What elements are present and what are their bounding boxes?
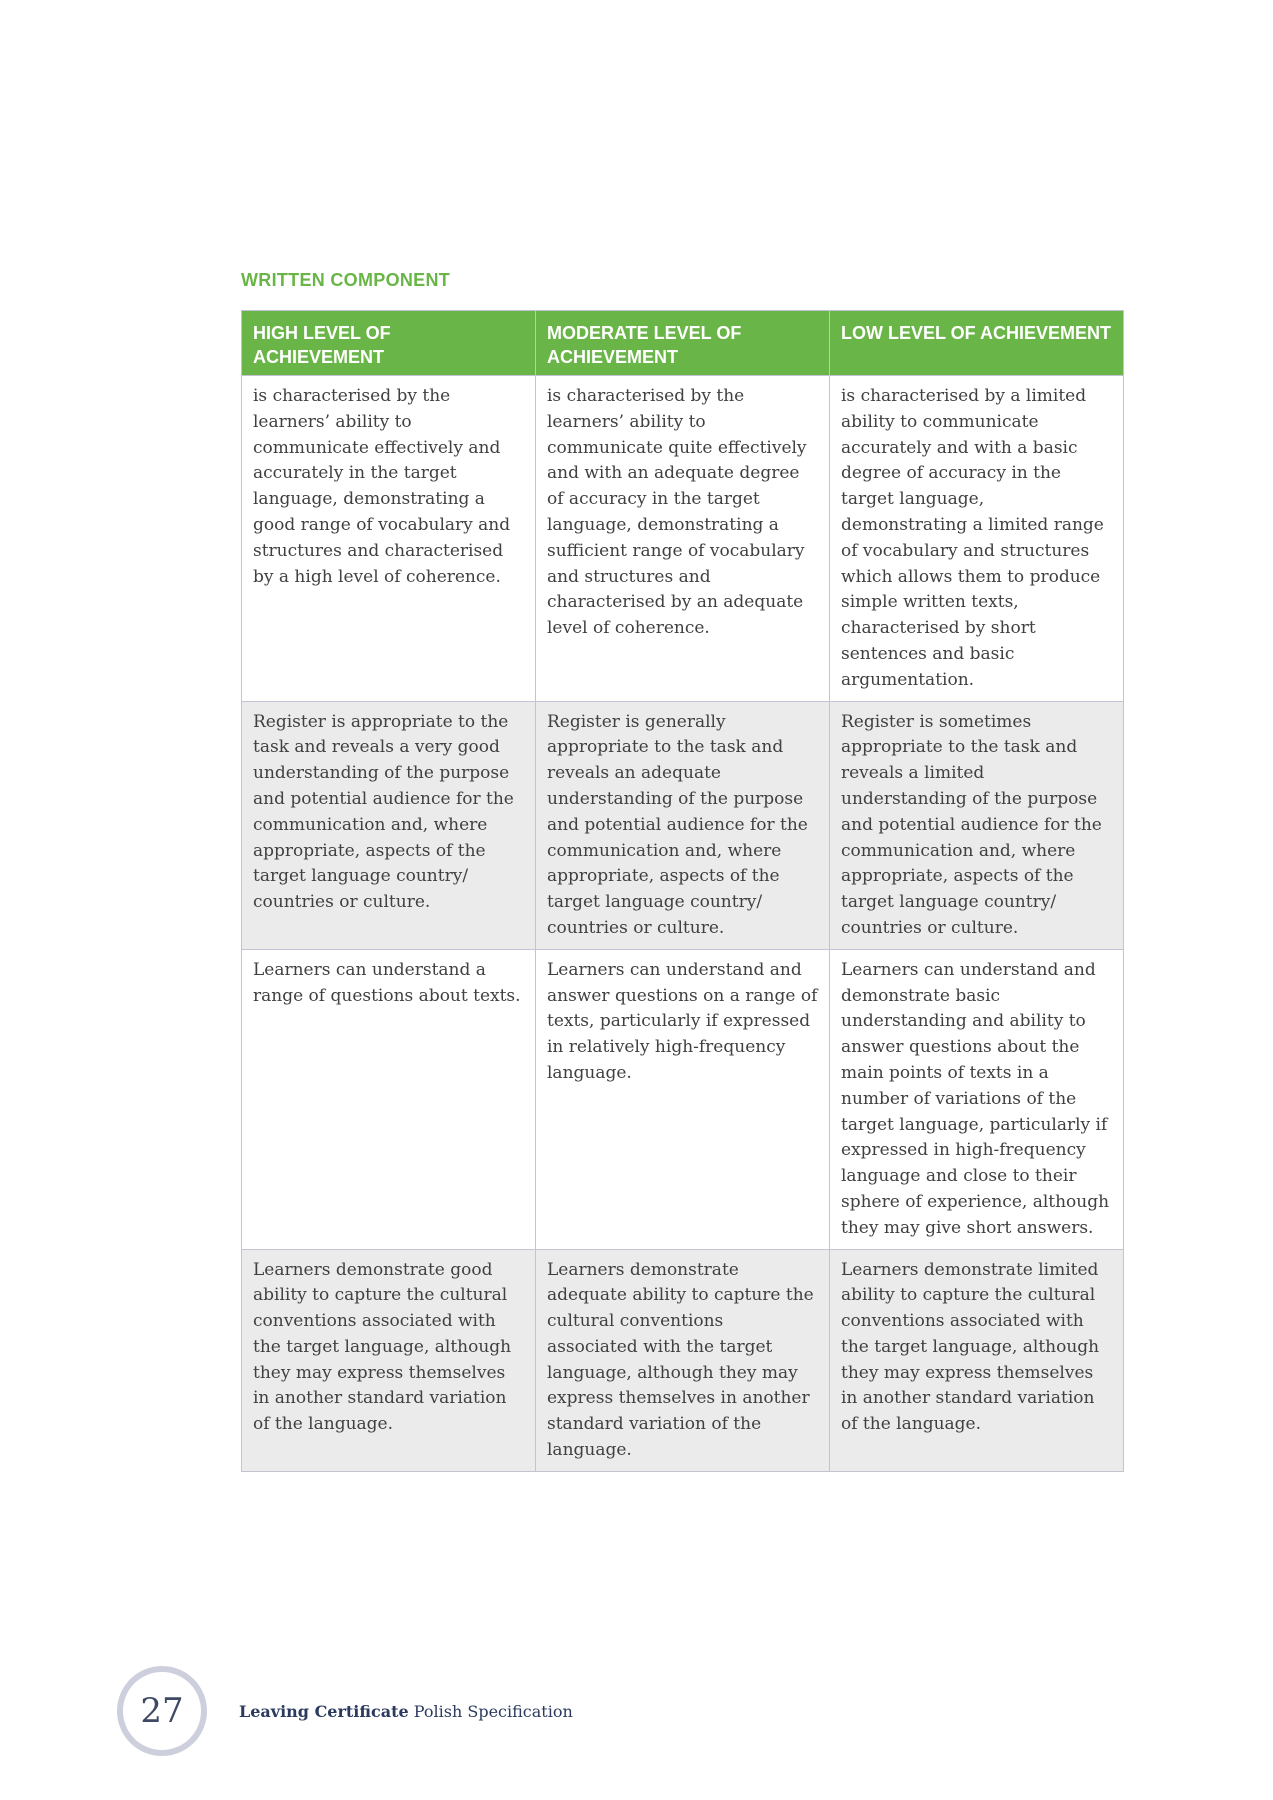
achievement-table — [241, 310, 1124, 1472]
table-row — [242, 376, 1124, 702]
footer-title — [239, 1702, 573, 1721]
table-header-row — [242, 311, 1124, 376]
table-cell-high: Learners demonstrate good ability to capture the cultural conventions associated with the target language, although they may express themselves in another standard variation of the language. — [242, 1249, 536, 1471]
header-low: LOW LEVEL OF ACHIEVEMENT — [830, 311, 1124, 376]
table-row — [242, 1249, 1124, 1471]
table-row — [242, 701, 1124, 949]
table-cell-low: Register is sometimes appropriate to the task and reveals a limited understanding of the purpose and potential audience for the communication and, where appropriate, aspects of the target language country/ countries or culture. — [830, 701, 1124, 949]
table-cell-low: Learners can understand and demonstrate basic understanding and ability to answer questions about the main points of texts in a number of variations of the target language, particularly if expressed in high-frequency language and close to their sphere of experience, although they may give short answers. — [830, 949, 1124, 1249]
table-cell-high: Learners can understand a range of questions about texts. — [242, 949, 536, 1249]
header-moderate: MODERATE LEVEL OF ACHIEVEMENT — [536, 311, 830, 376]
page-number: 27 — [140, 1691, 184, 1731]
table-cell-moderate: is characterised by the learners’ ability to communicate quite effectively and with an adequate degree of accuracy in the target language, demonstrating a sufficient range of vocabulary and structures and characterised by an adequate level of coherence. — [536, 376, 830, 702]
table-cell-low: is characterised by a limited ability to communicate accurately and with a basic degree of accuracy in the target language, demonstrating a limited range of vocabulary and structures which allows them to produce simple written texts, characterised by short sentences and basic argumentation. — [830, 376, 1124, 702]
table-cell-high: Register is appropriate to the task and reveals a very good understanding of the purpose and potential audience for the communication and, where appropriate, aspects of the target language country/ countries or culture. — [242, 701, 536, 949]
table-cell-high: is characterised by the learners’ ability to communicate effectively and accurately in the target language, demonstrating a good range of vocabulary and structures and characterised by a high level of coherence. — [242, 376, 536, 702]
section-title: WRITTEN COMPONENT — [241, 270, 451, 290]
page-number-badge — [117, 1666, 207, 1756]
table-cell-moderate: Learners can understand and answer questions on a range of texts, particularly if expressed in relatively high-frequency language. — [536, 949, 830, 1249]
footer-title-bold: Leaving Certificate — [239, 1702, 409, 1721]
table-cell-moderate: Register is generally appropriate to the task and reveals an adequate understanding of the purpose and potential audience for the communication and, where appropriate, aspects of the target language country/ countries or culture. — [536, 701, 830, 949]
header-high: HIGH LEVEL OF ACHIEVEMENT — [242, 311, 536, 376]
table-row — [242, 949, 1124, 1249]
table-cell-moderate: Learners demonstrate adequate ability to capture the cultural conventions associated with the target language, although they may express themselves in another standard variation of the language. — [536, 1249, 830, 1471]
footer-title-rest: Polish Specification — [413, 1702, 573, 1721]
table-cell-low: Learners demonstrate limited ability to capture the cultural conventions associated with the target language, although they may express themselves in another standard variation of the language. — [830, 1249, 1124, 1471]
